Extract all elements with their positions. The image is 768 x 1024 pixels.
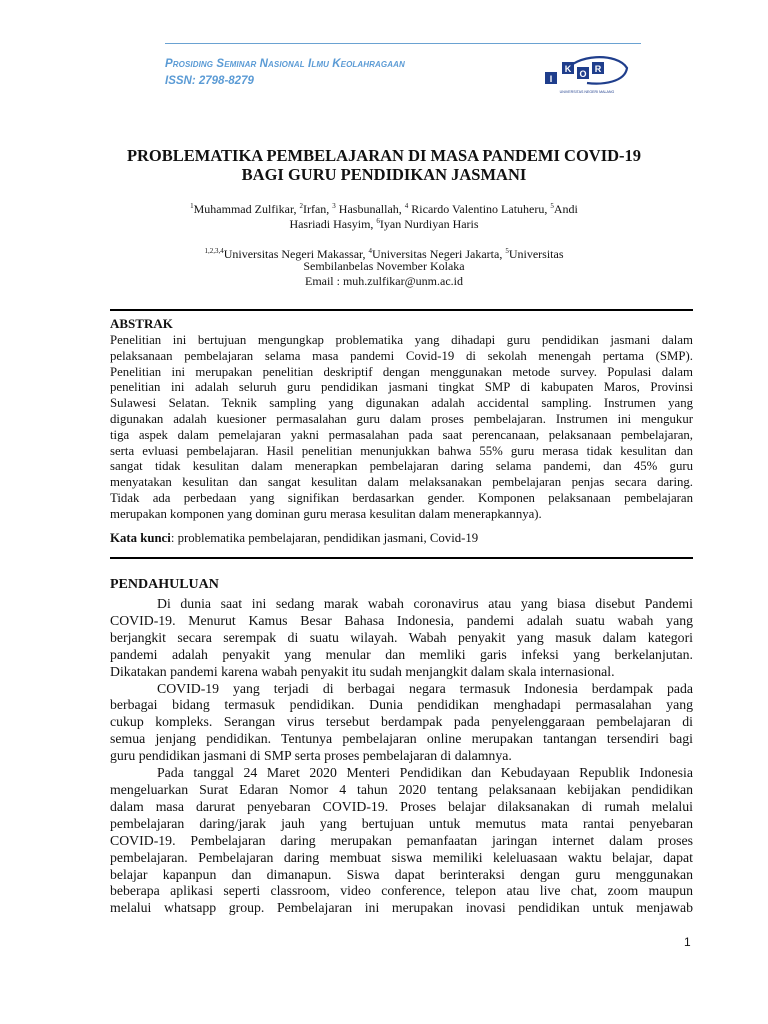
- abstract-body: [110, 333, 693, 523]
- body-line: Pada tanggal 24 Maret 2020 Menteri Pendidikan dan Kebudayaan Republik Indonesia: [157, 765, 693, 781]
- authors-line-2: Hasriadi Hasyim, $^6$Iyan Nurdiyan Haris: [289, 217, 479, 231]
- logo-letter: O: [579, 69, 587, 79]
- affiliation-line-2: Sembilanbelas November Kolaka: [303, 259, 465, 273]
- body-line: berbagai bidang termasuk pendidikan. Dunia pendidikan menghadapi permasalahan yang: [110, 697, 693, 713]
- keywords-label: Kata kunci: [110, 531, 171, 545]
- body-line: pembelajaran. Pembelajaran daring membuat siswa memiliki keleluasaan waktu belajar, dapat: [110, 849, 693, 865]
- abstract-heading: ABSTRAK: [110, 316, 173, 331]
- abstract-line: pelaksanaan pembelajaran selama masa pandemi Covid-19 di sekolah menengah pertama (SMP).: [110, 348, 693, 363]
- abstract-line: Penelitian ini merupakan penelitian deskriptif dengan menggunakan metode survey. Populasi dalam: [110, 364, 693, 379]
- body-line: semua jenjang pendidikan. Tentunya pembelajaran online merupakan tantangan tersendiri bagi: [110, 731, 693, 747]
- abstract-line: menyatakan kesulitan dan sangat kesulitan dalam melaksanakan pembelajaran penjas secara daring.: [110, 475, 693, 490]
- journal-issn: ISSN: 2798-8279: [165, 75, 254, 87]
- keywords: [110, 531, 478, 546]
- abstract-line: Sulawesi Selatan. Teknik sampling yang digunakan adalah accidental sampling. Instrumen yang: [110, 396, 693, 411]
- journal-title: Prosiding Seminar Nasional Ilmu Keolahragaan: [165, 58, 405, 70]
- authors-line-1: $^1$Muhammad Zulfikar, $^2$Irfan, $^3$ Hasbunallah, $^4$ Ricardo Valentino Latuheru, $^5$Andi: [190, 202, 578, 216]
- body-line: beberapa aplikasi seperti classroom, video conference, telepon atau live chat, zoom maupun: [110, 883, 693, 899]
- body-line: dalam masa darurat penyebaran COVID-19. Proses belajar dilaksanakan di rumah melalui: [110, 798, 693, 814]
- body-line: cukup kompleks. Serangan virus tersebut berdampak pada penyelenggaraan pembelajaran di: [110, 714, 693, 730]
- abstract-line: penelitian ini adalah seluruh guru pendidikan jasmani tingkat SMP di kabupaten Maros, Provinsi: [110, 380, 693, 395]
- paper-title-line-1: PROBLEMATIKA PEMBELAJARAN DI MASA PANDEMI COVID-19: [126, 146, 642, 165]
- body-line: COVID-19. Pembelajaran daring merupakan pemanfaatan jaringan internet dalam proses: [110, 832, 693, 848]
- abstract-line: Penelitian ini bertujuan mengungkap problematika yang dihadapi guru pendidikan jasmani dalam: [110, 333, 693, 347]
- abstract-bottom-rule: [110, 557, 693, 559]
- abstract-line: digunakan adalah kuesioner permasalahan guru dalam proses pembelajaran. Instrumen ini mengukur: [110, 411, 693, 426]
- body-line: COVID-19 yang terjadi di berbagai negara termasuk Indonesia berdampak pada: [157, 680, 693, 696]
- abstract-top-rule: [110, 309, 693, 311]
- page-number: 1: [684, 935, 691, 949]
- abstract-line: tiga aspek dalam pemelajaran yakni permasalahan pada saat perencanaan, pelaksanaan pembelajaran,: [110, 427, 693, 442]
- body-line: Dikatakan pandemi karena wabah penyakit itu sudah menjangkit dalam skala internasional.: [110, 663, 615, 679]
- abstract-line: sangat tidak kesulitan dalam menerapkan pembelajaran daring selama pandemi, dan 45% guru: [110, 459, 693, 474]
- abstract-line: serta evluasi pembelajaran. Hasil penelitian menunjukkan bahwa 55% guru merasa tidak kesulitan dan: [110, 443, 693, 458]
- introduction-body: [110, 596, 693, 917]
- logo-letter: I: [549, 74, 553, 84]
- abstract-line: Tidak ada perbedaan yang signifikan berdasarkan gender. Komponen pelaksanaan pembelajaran: [110, 490, 693, 505]
- keywords-text: : problematika pembelajaran, pendidikan jasmani, Covid-19: [170, 531, 479, 545]
- body-line: berjangkit secara serempak di suatu wilayah. Wabah penyakit yang masuk dalam kategori: [110, 629, 693, 645]
- abstract-line: merupakan komponen yang dominan guru merasa kesulitan dalam menerapkannya).: [110, 506, 542, 521]
- paper-title-line-2: BAGI GURU PENDIDIKAN JASMANI: [241, 165, 527, 184]
- logo-letter: R: [594, 64, 602, 74]
- ikor-logo: [543, 52, 631, 96]
- body-line: pandemi adalah penyakit yang menular dan memliki garis infeksi yang berkelanjutan.: [110, 646, 693, 662]
- logo-letter: K: [564, 64, 572, 74]
- logo-caption: UNIVERSITAS NEGERI MALANG: [559, 90, 615, 94]
- body-line: belajar kapanpun dan dimanapun. Siswa dapat berinteraksi dengan guru menggunakan: [110, 866, 693, 882]
- body-line: mengeluarkan Surat Edaran Nomor 4 tahun 2020 tentang pelaksanaan kebijakan pendidikan: [110, 781, 693, 797]
- body-line: guru pendidikan jasmani di SMP serta proses pembelajaran di dalamnya.: [110, 748, 512, 764]
- author-email: Email : muh.zulfikar@unm.ac.id: [304, 274, 463, 288]
- body-line: Di dunia saat ini sedang marak wabah coronavirus atau yang biasa disebut Pandemi: [157, 596, 693, 611]
- body-line: COVID-19. Menurut Kamus Besar Bahasa Indonesia, pandemi adalah suatu wabah yang: [110, 612, 693, 628]
- header-rule: [165, 43, 641, 44]
- introduction-heading: PENDAHULUAN: [110, 577, 219, 592]
- body-line: melalui whatsapp group. Pembelajaran ini merupakan inovasi pendidikan untuk menjawab: [110, 900, 693, 916]
- body-line: pembelajaran daring/jarak jauh yang bertujuan untuk memutus mata rantai penyebaran: [110, 815, 693, 831]
- affiliation-line-1: $^{1,2,3,4}$Universitas Negeri Makassar, $^4$Universitas Negeri Jakarta, $^5$Universitas: [204, 247, 564, 261]
